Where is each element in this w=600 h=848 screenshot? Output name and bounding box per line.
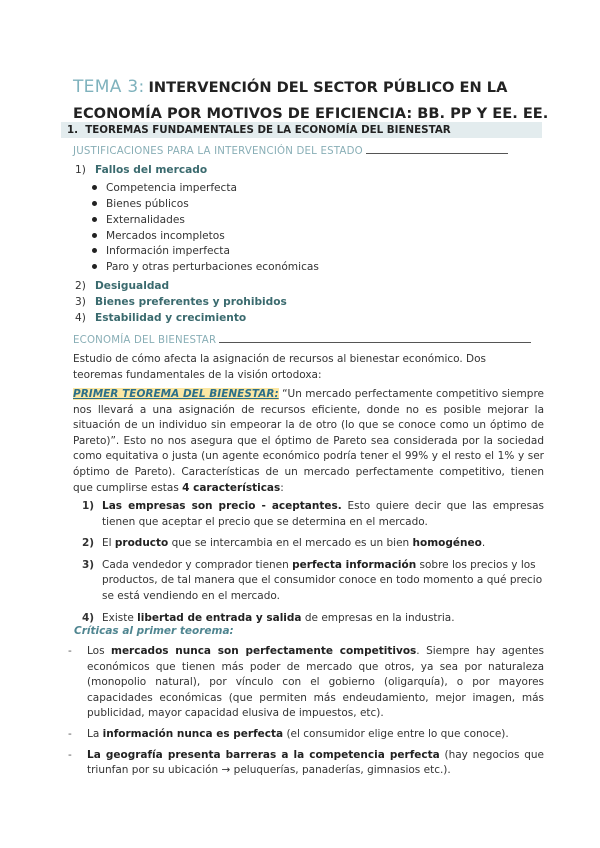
fallo-text: Bienes públicos [106,198,189,210]
tema-label: TEMA 3: [73,77,145,97]
item-label: Desigualdad [95,280,170,292]
section-heading [61,122,542,138]
item-number: 2) [75,280,86,292]
dash-icon: - [68,748,72,761]
heading-rule [219,341,531,343]
item-bold: La geografía presenta barreras a la competencia perfecta [87,748,440,761]
fallo-item [92,214,185,226]
item-number: 4) [75,312,86,324]
fallo-text: Paro y otras perturbaciones económicas [106,261,319,273]
critica-item [68,644,544,722]
item-text: que se intercambia en el mercado es un bien [168,537,413,550]
justificaciones-heading-text: JUSTIFICACIONES PARA LA INTERVENCIÓN DEL ESTADO [73,146,363,157]
caracteristica-item [82,499,544,530]
section-number: 1. [67,124,79,136]
primer-teorema-paragraph [73,387,544,496]
punctuation: : [280,481,284,494]
fallo-text: Información imperfecta [106,245,230,257]
caracteristicas-list [82,499,544,632]
item-bold: perfecta información [292,558,417,571]
title-line-2: ECONOMÍA POR MOTIVOS DE EFICIENCIA: BB. PP Y EE. EE. [73,105,549,122]
item-label: Estabilidad y crecimiento [95,312,247,324]
item-number: 4) [82,611,95,624]
bienestar-intro: Estudio de cómo afecta la asignación de recursos al bienestar económico. Dos teoremas fundamentales de la visión ortodoxa: [73,353,487,381]
document-title [73,74,553,127]
bienestar-heading-text: ECONOMÍA DEL BIENESTAR [73,335,217,346]
item-label: Fallos del mercado [95,164,208,176]
item-number: 1) [75,164,86,176]
item-text: Esto quiere decir que las empresas tienen que aceptar el precio que se determina en el mercado. [102,500,544,528]
section-title: TEOREMAS FUNDAMENTALES DE LA ECONOMÍA DEL BIENESTAR [85,124,451,136]
item-text: Los [87,645,111,657]
justificacion-item [75,312,246,324]
criticas-heading: Críticas al primer teorema: [74,625,234,637]
item-bold: información nunca es perfecta [102,727,284,740]
fallo-text: Mercados incompletos [106,230,225,242]
bullet-icon [92,201,97,206]
dash-icon: - [68,727,72,740]
item-text: (el consumidor elige entre lo que conoce). [283,727,509,740]
item-bold: libertad de entrada y salida [137,611,302,624]
item-text: El [102,537,115,550]
item-number: 3) [75,296,86,308]
primer-teorema-label: PRIMER TEOREMA DEL BIENESTAR: [73,388,279,400]
fallo-text: Externalidades [106,214,185,226]
item-label: Bienes preferentes y prohibidos [95,296,287,308]
caracteristica-item [82,558,544,605]
critica-item [68,727,544,743]
item-text: sobre los precios y los productos, de tal manera que el consumidor conoce en todo momento a qué precio se está vendiendo en el mercado. [102,558,543,602]
title-line-1: INTERVENCIÓN DEL SECTOR PÚBLICO EN LA [148,79,508,96]
fallo-item [92,182,237,194]
fallo-text: Competencia imperfecta [106,182,238,194]
item-bold: mercados nunca son perfectamente competitivos [111,645,417,657]
primer-teorema-text: “Un mercado perfectamente competitivo siempre nos llevará a una asignación de recursos eficiente, donde no es posible mejorar la situación de un individuo sin empeorar la de otro (lo que se conoce como un óptimo de Pareto)”. Esto no nos asegura que el óptimo de Pareto sea considerada por la sociedad como equitativa o justa (un agente económico podría tener el 99% y el resto el 1% y ser óptimo de Pareto). Características de un mercado perfectamente competitivo, tienen que cumplirse estas [73,388,544,494]
item-text: de empresas en la industria. [301,611,455,624]
item-text: La [87,727,103,740]
item-bold: producto [114,537,169,550]
item-number: 1) [82,500,95,512]
caracteristica-item [82,611,544,627]
item-number: 3) [82,558,95,571]
caracteristica-item [82,536,544,552]
item-text: . Siempre hay agentes económicos que tienen más poder de mercado que otros, ya sea por naturaleza (monopolio natural), por vínculo con el gobierno (oligarquía), o por mayores capacidades económicas (que permiten más endeudamiento, mejor imagen, más publicidad, mayor capacidad elusiva de impuestos, etc). [87,645,544,720]
item-bold: homogéneo [412,537,482,550]
criticas-list [68,644,544,784]
justificacion-item [75,296,287,308]
bienestar-heading [73,335,531,346]
caracteristicas-count: 4 características [182,481,281,494]
bullet-icon [92,233,97,238]
fallo-item [92,245,230,257]
bullet-icon [92,217,97,222]
justificacion-item [75,280,169,292]
critica-item [68,748,544,779]
justificaciones-heading [73,146,508,157]
justificacion-item [75,164,207,176]
item-text: Existe [102,611,138,624]
item-number: 2) [82,537,95,550]
fallo-item [92,198,189,210]
fallo-item [92,230,225,242]
item-text: . [481,537,486,550]
fallo-item [92,261,319,273]
dash-icon: - [68,645,72,657]
item-text: Cada vendedor y comprador tienen [102,558,293,571]
heading-rule [366,152,508,154]
item-text: (hay negocios que triunfan por su ubicación → peluquerías, panaderías, gimnasios etc.). [87,748,544,777]
item-bold: Las empresas son precio - aceptantes. [102,500,342,512]
bullet-icon [92,248,97,253]
bullet-icon [92,185,97,190]
bullet-icon [92,264,97,269]
